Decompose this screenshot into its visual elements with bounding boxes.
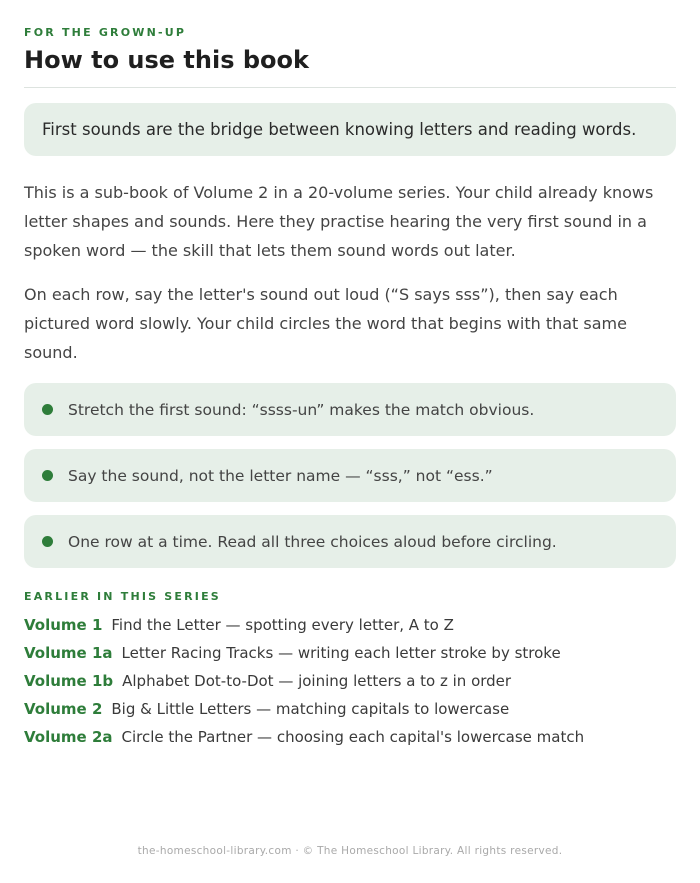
intro-paragraph: This is a sub-book of Volume 2 in a 20-volume series. Your child already knows letter shapes and sounds. Here they practise hearing the very first sound in a spoken word — the skill that lets them sound words out later. bbox=[24, 183, 654, 260]
volume-name: Volume 2a bbox=[24, 728, 113, 746]
tip-text: Stretch the first sound: “ssss-un” makes the match obvious. bbox=[68, 400, 535, 419]
volume-name: Volume 1b bbox=[24, 672, 114, 690]
series-heading: EARLIER IN THIS SERIES bbox=[24, 590, 221, 603]
bullet-dot-icon bbox=[42, 470, 53, 481]
volume-description: Letter Racing Tracks — writing each letter stroke by stroke bbox=[121, 644, 561, 662]
series-item bbox=[24, 667, 676, 695]
volume-description: Alphabet Dot-to-Dot — joining letters a to z in order bbox=[122, 672, 512, 690]
page-content bbox=[24, 0, 676, 751]
key-callout: First sounds are the bridge between knowing letters and reading words. bbox=[24, 103, 676, 156]
series-list bbox=[24, 611, 676, 751]
tip-text: One row at a time. Read all three choices aloud before circling. bbox=[68, 532, 557, 551]
bullet-dot-icon bbox=[42, 404, 53, 415]
volume-name: Volume 1a bbox=[24, 644, 113, 662]
instructions-paragraph: On each row, say the letter's sound out loud (“S says sss”), then say each pictured word slowly. Your child circles the word that begins with that same sound. bbox=[24, 285, 627, 362]
volume-name: Volume 1 bbox=[24, 616, 103, 634]
tip-text: Say the sound, not the letter name — “sss,” not “ess.” bbox=[68, 466, 493, 485]
title-divider bbox=[24, 87, 676, 88]
tip-item bbox=[24, 449, 676, 502]
page-title: How to use this book bbox=[24, 46, 309, 74]
series-item bbox=[24, 723, 676, 751]
volume-description: Find the Letter — spotting every letter, A to Z bbox=[111, 616, 454, 634]
volume-description: Big & Little Letters — matching capitals to lowercase bbox=[111, 700, 510, 718]
volume-name: Volume 2 bbox=[24, 700, 103, 718]
series-item bbox=[24, 639, 676, 667]
volume-description: Circle the Partner — choosing each capital's lowercase match bbox=[121, 728, 585, 746]
tip-item bbox=[24, 383, 676, 436]
bullet-dot-icon bbox=[42, 536, 53, 547]
page-footer: the-homeschool-library.com · © The Homeschool Library. All rights reserved. bbox=[137, 845, 563, 857]
section-eyebrow: FOR THE GROWN-UP bbox=[24, 26, 187, 39]
series-item bbox=[24, 611, 676, 639]
tip-item bbox=[24, 515, 676, 568]
series-item bbox=[24, 695, 676, 723]
tips-list bbox=[24, 383, 676, 568]
